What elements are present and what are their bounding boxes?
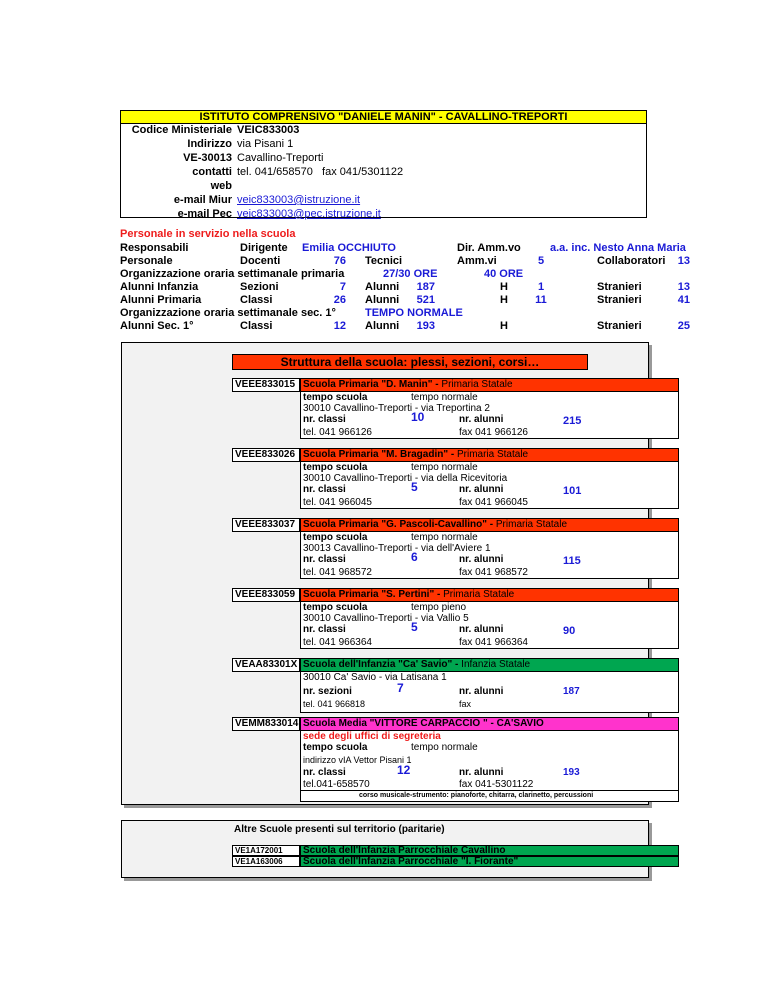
info-label-email-miur: e-mail Miur (173, 194, 232, 206)
collaboratori-count: 13 (677, 255, 690, 267)
school-address: 30010 Cavallino-Treporti - via Treportina 2 (303, 403, 490, 414)
label-tecnici: Tecnici (365, 255, 403, 267)
info-value-indirizzo: via Pisani 1 (237, 138, 294, 150)
label-org-sec: Organizzazione oraria settimanale sec. 1° (120, 307, 336, 319)
sede-text: sede degli uffici di segreteria (303, 731, 441, 742)
ore-primaria: 27/30 ORE (383, 268, 438, 280)
classi-value: 10 (411, 410, 425, 424)
alunni-value: 115 (563, 555, 581, 567)
stranieri-primaria-count: 41 (677, 294, 690, 306)
school-card (300, 448, 679, 509)
ore-40: 40 ORE (484, 268, 524, 280)
address-row (301, 753, 678, 767)
school-name-text: Scuola Primaria "M. Bragadin" - (303, 449, 457, 460)
sede-row (301, 731, 678, 742)
school-address: indirizzo vIA Vettor Pisani 1 (303, 755, 412, 765)
alunni-value: 101 (563, 485, 582, 497)
label-alunni-inf: Alunni (365, 281, 400, 293)
classi-label: nr. classi (303, 624, 346, 635)
label-amm-vi: Amm.vi (457, 255, 497, 267)
school-card (300, 658, 679, 713)
label-stranieri-inf: Stranieri (597, 281, 642, 293)
classi-label: nr. classi (303, 767, 346, 778)
address-row (301, 403, 678, 414)
school-name (301, 449, 678, 462)
classi-value: 5 (411, 620, 418, 634)
school-name-text: Scuola Primaria "D. Manin" - (303, 379, 442, 390)
alunni-infanzia-count: 187 (416, 281, 435, 293)
school-card (300, 588, 679, 649)
alunni-label: nr. alunni (459, 554, 504, 565)
label-dirigente: Dirigente (240, 242, 288, 254)
school-tel: tel. 041 966045 (303, 497, 372, 508)
school-address: 30010 Ca' Savio - via Latisana 1 (303, 672, 447, 683)
docenti-count: 76 (333, 255, 346, 267)
info-value-citta: Cavallino-Treporti (237, 152, 324, 164)
address-row (301, 543, 678, 554)
classi-value: 6 (411, 550, 418, 564)
school-tel: tel.041-658570 (303, 779, 370, 790)
tempo-row (301, 602, 678, 613)
school-name-text: Scuola Primaria "G. Pascoli-Cavallino" - (303, 519, 496, 530)
tempo-normale-sec: TEMPO NORMALE (365, 307, 463, 319)
tempo-row (301, 462, 678, 473)
tempo-label: tempo scuola (303, 602, 368, 613)
label-org-primaria: Organizzazione oraria settimanale primaria (120, 268, 345, 280)
school-code: VEEE833026 (232, 448, 300, 462)
info-label-indirizzo: Indirizzo (187, 138, 232, 150)
school-tel: tel. 041 966364 (303, 637, 372, 648)
tempo-value: tempo normale (411, 742, 478, 753)
stranieri-sec-count: 25 (677, 320, 690, 332)
alunni-value: 193 (563, 767, 580, 778)
school-name: Scuola Media "VITTORE CARPACCIO " - CA'SAVIO (301, 718, 678, 731)
school-type: Infanzia Statale (461, 659, 531, 670)
school-type: Primaria Statale (495, 519, 568, 530)
school-tel: tel. 041 966126 (303, 427, 372, 438)
label-docenti: Docenti (240, 255, 281, 267)
school-name-text: Scuola Primaria "S. Pertini" - (303, 589, 444, 600)
label-sezioni: Sezioni (240, 281, 279, 293)
alunni-label: nr. alunni (459, 414, 504, 425)
school-card (300, 717, 679, 802)
school-fax: fax 041 968572 (459, 567, 528, 578)
tel-row (301, 779, 678, 790)
label-h-sec: H (500, 320, 508, 332)
label-h-pri: H (500, 294, 508, 306)
h-primaria-count: 11 (535, 294, 547, 306)
paritaria-name: Scuola dell'Infanzia Parrocchiale "I. Fiorante" (300, 856, 679, 867)
paritaria-code: VE1A172001 (232, 845, 300, 856)
alunni-sec-count: 193 (416, 320, 435, 332)
counts-row (301, 620, 678, 637)
alunni-label: nr. alunni (459, 484, 504, 495)
email-miur-link[interactable]: veic833003@istruzione.it (237, 194, 361, 206)
school-address: 30010 Cavallino-Treporti - via della Ricevitoria (303, 473, 508, 484)
alunni-label: nr. alunni (459, 686, 504, 697)
school-address: 30013 Cavallino-Treporti - via dell'Aviere 1 (303, 543, 491, 554)
counts-row (301, 550, 678, 567)
tempo-label: tempo scuola (303, 392, 368, 403)
school-name (301, 379, 678, 392)
school-fax: fax 041 966126 (459, 427, 528, 438)
sezioni-count: 7 (339, 281, 346, 293)
counts-row (301, 410, 678, 427)
label-personale: Personale (120, 255, 173, 267)
classi-value: 5 (411, 480, 418, 494)
school-type: Primaria Statale (441, 379, 513, 390)
tempo-value: tempo normale (411, 462, 478, 473)
address-row (301, 672, 678, 683)
school-code: VEMM833014 (232, 717, 300, 731)
school-code: VEEE833059 (232, 588, 300, 602)
alunni-label: nr. alunni (459, 767, 504, 778)
email-pec-link[interactable]: veic833003@pec.istruzione.it (237, 208, 381, 220)
aa-inc-name: a.a. inc. Nesto Anna Maria (550, 242, 686, 254)
tempo-label: tempo scuola (303, 742, 368, 753)
classi-label: nr. classi (303, 484, 346, 495)
school-type: Primaria Statale (443, 589, 515, 600)
school-fax: fax 041-5301122 (459, 779, 534, 790)
school-code: VEEE833037 (232, 518, 300, 532)
label-classi-pri: Classi (240, 294, 273, 306)
school-tel: tel. 041 966818 (303, 699, 366, 709)
school-name-text: Scuola dell'Infanzia "Ca' Savio" - (303, 659, 462, 670)
alunni-primaria-count: 521 (416, 294, 435, 306)
tel-row (301, 567, 678, 578)
school-code: VEAA83301X (232, 658, 300, 672)
altre-scuole-title: Altre Scuole presenti sul territorio (paritarie) (234, 824, 445, 835)
tempo-row (301, 742, 678, 753)
info-label-email-pec: e-mail Pec (177, 208, 232, 220)
school-fax: fax 041 966364 (459, 637, 528, 648)
alunni-value: 215 (563, 415, 582, 427)
h-infanzia-count: 1 (537, 281, 545, 293)
paritaria-code: VE1A163006 (232, 856, 300, 867)
tempo-value: tempo normale (411, 392, 478, 403)
address-row (301, 473, 678, 484)
label-alunni-pri: Alunni (365, 294, 400, 306)
tempo-row (301, 392, 678, 403)
label-alunni-sec-n: Alunni (365, 320, 400, 332)
counts-row (301, 683, 678, 699)
classi-label: nr. classi (303, 554, 346, 565)
school-code: VEEE833015 (232, 378, 300, 392)
tempo-row (301, 532, 678, 543)
tempo-value: tempo normale (411, 532, 478, 543)
info-value-codice: VEIC833003 (237, 124, 300, 136)
tempo-label: tempo scuola (303, 462, 368, 473)
school-fax: fax (459, 699, 472, 709)
school-card (300, 378, 679, 439)
classi-value: 12 (397, 763, 411, 777)
label-alunni-primaria: Alunni Primaria (120, 294, 202, 306)
tel-row (301, 427, 678, 438)
counts-row (301, 763, 678, 779)
alunni-label: nr. alunni (459, 624, 504, 635)
tel-row (301, 699, 678, 712)
label-alunni-infanzia: Alunni Infanzia (120, 281, 199, 293)
corso-row (301, 790, 678, 801)
label-stranieri-sec: Stranieri (597, 320, 642, 332)
school-name (301, 519, 678, 532)
institute-title: ISTITUTO COMPRENSIVO "DANIELE MANIN" - CAVALLINO-TREPORTI (120, 110, 647, 124)
school-name (301, 589, 678, 602)
amm-vi-count: 5 (537, 255, 545, 267)
school-fax: fax 041 966045 (459, 497, 528, 508)
school-card (300, 518, 679, 579)
tel-row (301, 497, 678, 508)
dirigente-name: Emilia OCCHIUTO (302, 242, 396, 254)
alunni-value: 90 (563, 625, 576, 637)
classi-label: nr. classi (303, 414, 346, 425)
label-alunni-sec: Alunni Sec. 1° (120, 320, 194, 332)
address-row (301, 613, 678, 624)
tempo-value: tempo pieno (411, 602, 467, 613)
classi-primaria-count: 26 (333, 294, 346, 306)
paritaria-name: Scuola dell'Infanzia Parrocchiale Cavallino (300, 845, 679, 856)
sezioni-value: 7 (397, 681, 404, 695)
info-label-web: web (210, 180, 232, 192)
school-address: 30010 Cavallino-Treporti - via Vallio 5 (303, 613, 469, 624)
info-label-codice: Codice Ministeriale (131, 124, 232, 136)
info-label-contatti: contatti (192, 166, 232, 178)
label-responsabili: Responsabili (120, 242, 189, 254)
tel-row (301, 637, 678, 648)
sezioni-label: nr. sezioni (303, 686, 352, 697)
label-dir-amm: Dir. Amm.vo (457, 242, 521, 254)
counts-row (301, 480, 678, 497)
classi-sec-count: 12 (333, 320, 346, 332)
info-label-cap: VE-30013 (183, 152, 232, 164)
label-collaboratori: Collaboratori (597, 255, 666, 267)
label-classi-sec: Classi (240, 320, 273, 332)
school-name (301, 659, 678, 672)
personale-heading: Personale in servizio nella scuola (120, 228, 296, 240)
school-tel: tel. 041 968572 (303, 567, 372, 578)
school-type: Primaria Statale (456, 449, 529, 460)
label-h-inf: H (500, 281, 508, 293)
tempo-label: tempo scuola (303, 532, 368, 543)
stranieri-infanzia-count: 13 (677, 281, 690, 293)
alunni-value: 187 (563, 686, 580, 697)
struttura-title: Struttura della scuola: plessi, sezioni, corsi… (232, 354, 588, 370)
corso-text: corso musicale-strumento: pianoforte, chitarra, clarinetto, percussioni (359, 792, 594, 799)
info-value-contatti: tel. 041/658570 fax 041/5301122 (237, 166, 404, 178)
label-stranieri-pri: Stranieri (597, 294, 642, 306)
